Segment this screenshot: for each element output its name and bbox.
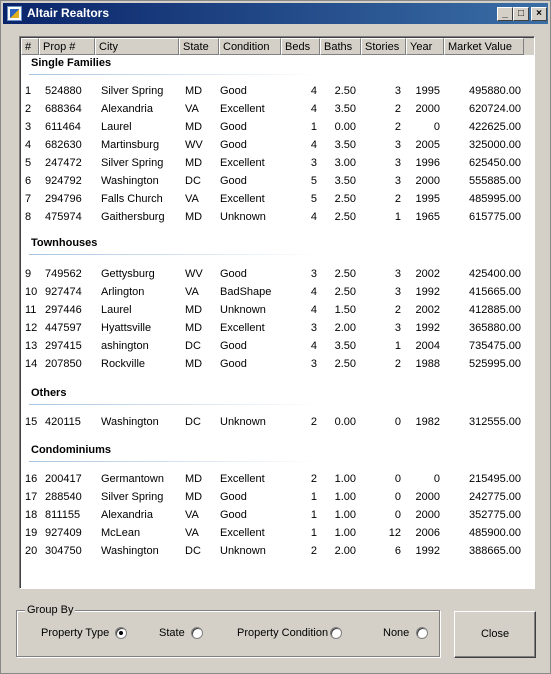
table-row[interactable] (21, 488, 535, 506)
cell-stories: 1 (394, 211, 401, 223)
cell-beds: 2 (310, 473, 317, 485)
cell-condition: Unknown (220, 211, 266, 223)
cell-baths: 1.00 (334, 527, 356, 539)
cell-condition: Excellent (220, 527, 265, 539)
group-divider (29, 461, 319, 462)
cell-number: 3 (25, 121, 32, 133)
cell-number: 9 (25, 268, 32, 280)
cell-number: 12 (25, 322, 38, 334)
cell-condition: Excellent (220, 193, 265, 205)
column-header-market-value[interactable]: Market Value (444, 38, 524, 55)
cell-number: 1 (25, 85, 32, 97)
cell-number: 16 (25, 473, 38, 485)
cell-city: Alexandria (101, 509, 153, 521)
cell-city: Silver Spring (101, 85, 164, 97)
cell-number: 20 (25, 545, 38, 557)
column-header-row (21, 38, 535, 55)
cell-market-value: 495880.00 (469, 85, 521, 97)
column-header-condition[interactable]: Condition (219, 38, 281, 55)
cell-baths: 0.00 (334, 121, 356, 133)
column-header-state[interactable]: State (179, 38, 219, 55)
table-row[interactable] (21, 319, 535, 337)
table-row[interactable] (21, 524, 535, 542)
cell-stories: 3 (394, 175, 401, 187)
cell-condition: Good (220, 85, 247, 97)
cell-market-value: 215495.00 (469, 473, 521, 485)
cell-beds: 4 (310, 139, 317, 151)
table-row[interactable] (21, 265, 535, 283)
cell-state: VA (185, 193, 199, 205)
cell-year: 1992 (415, 286, 440, 298)
cell-condition: Good (220, 121, 247, 133)
cell-city: Laurel (101, 121, 132, 133)
cell-beds: 1 (310, 509, 317, 521)
cell-stories: 2 (394, 358, 401, 370)
cell-city: Washington (101, 416, 159, 428)
cell-stories: 3 (394, 322, 401, 334)
cell-prop-number: 200417 (45, 473, 82, 485)
group-divider (29, 404, 319, 405)
cell-condition: Good (220, 340, 247, 352)
cell-baths: 3.50 (334, 103, 356, 115)
cell-prop-number: 297415 (45, 340, 82, 352)
cell-city: Laurel (101, 304, 132, 316)
cell-state: MD (185, 85, 203, 97)
cell-stories: 3 (394, 268, 401, 280)
window-title: Altair Realtors (27, 6, 110, 20)
cell-beds: 3 (310, 322, 317, 334)
cell-condition: Excellent (220, 473, 265, 485)
cell-beds: 4 (310, 286, 317, 298)
table-row[interactable] (21, 283, 535, 301)
table-row[interactable] (21, 100, 535, 118)
cell-stories: 3 (394, 157, 401, 169)
cell-beds: 3 (310, 358, 317, 370)
cell-number: 11 (25, 304, 37, 316)
cell-city: Falls Church (101, 193, 163, 205)
cell-year: 1995 (415, 193, 440, 205)
cell-stories: 2 (394, 103, 401, 115)
table-row[interactable] (21, 172, 535, 190)
cell-prop-number: 924792 (45, 175, 82, 187)
radio-label-property-type[interactable]: Property Type (41, 627, 110, 639)
cell-market-value: 312555.00 (469, 416, 521, 428)
cell-number: 4 (25, 139, 32, 151)
radio-label-state[interactable]: State (159, 627, 185, 639)
cell-beds: 2 (310, 416, 317, 428)
cell-state: WV (185, 268, 203, 280)
table-row[interactable] (21, 154, 535, 172)
cell-state: VA (185, 286, 199, 298)
cell-state: VA (185, 103, 199, 115)
column-header-number[interactable]: # (21, 38, 39, 55)
cell-stories: 2 (394, 304, 401, 316)
cell-beds: 5 (310, 175, 317, 187)
cell-stories: 0 (394, 473, 401, 485)
cell-market-value: 325000.00 (469, 139, 521, 151)
cell-year: 1982 (415, 416, 440, 428)
cell-city: Silver Spring (101, 491, 164, 503)
cell-stories: 3 (394, 139, 401, 151)
cell-number: 13 (25, 340, 38, 352)
cell-market-value: 625450.00 (469, 157, 521, 169)
cell-year: 1965 (415, 211, 440, 223)
close-window-button[interactable]: × (531, 7, 547, 21)
cell-market-value: 352775.00 (469, 509, 521, 521)
cell-market-value: 388665.00 (469, 545, 521, 557)
cell-beds: 3 (310, 157, 317, 169)
radio-none[interactable] (416, 627, 428, 639)
radio-label-none[interactable]: None (383, 627, 410, 639)
cell-city: ashington (101, 340, 149, 352)
cell-prop-number: 682630 (45, 139, 82, 151)
table-row[interactable] (21, 208, 535, 226)
cell-stories: 0 (394, 491, 401, 503)
cell-market-value: 615775.00 (469, 211, 521, 223)
cell-baths: 1.00 (334, 473, 356, 485)
cell-city: Germantown (101, 473, 164, 485)
cell-state: MD (185, 322, 203, 334)
table-row[interactable] (21, 118, 535, 136)
cell-beds: 3 (310, 268, 317, 280)
column-header-city[interactable]: City (95, 38, 179, 55)
cell-year: 2004 (415, 340, 440, 352)
group-divider (29, 74, 319, 75)
group-divider (29, 254, 319, 255)
cell-year: 2005 (415, 139, 440, 151)
cell-baths: 0.00 (334, 416, 356, 428)
cell-condition: Unknown (220, 545, 266, 557)
cell-stories: 2 (394, 121, 401, 133)
cell-baths: 2.50 (334, 211, 356, 223)
cell-prop-number: 288540 (45, 491, 82, 503)
cell-number: 18 (25, 509, 38, 521)
cell-condition: Unknown (220, 304, 266, 316)
cell-stories: 6 (394, 545, 401, 557)
cell-prop-number: 927409 (45, 527, 82, 539)
cell-prop-number: 927474 (45, 286, 82, 298)
cell-market-value: 242775.00 (469, 491, 521, 503)
radio-property-condition[interactable] (330, 627, 342, 639)
cell-state: VA (185, 527, 199, 539)
cell-state: DC (185, 340, 201, 352)
cell-stories: 3 (394, 85, 401, 97)
cell-state: WV (185, 139, 203, 151)
cell-baths: 3.50 (334, 175, 356, 187)
cell-beds: 1 (310, 491, 317, 503)
cell-baths: 3.50 (334, 139, 356, 151)
cell-condition: Excellent (220, 322, 265, 334)
cell-city: Washington (101, 175, 159, 187)
cell-number: 19 (25, 527, 38, 539)
table-row[interactable] (21, 136, 535, 154)
column-header-beds[interactable]: Beds (281, 38, 320, 55)
table-row[interactable] (21, 301, 535, 319)
title-bar[interactable] (3, 3, 548, 24)
cell-prop-number: 475974 (45, 211, 82, 223)
column-header-year[interactable]: Year (406, 38, 444, 55)
cell-stories: 12 (388, 527, 401, 539)
cell-prop-number: 304750 (45, 545, 82, 557)
cell-prop-number: 447597 (45, 322, 82, 334)
cell-market-value: 365880.00 (469, 322, 521, 334)
cell-prop-number: 294796 (45, 193, 82, 205)
cell-year: 1995 (415, 85, 440, 97)
column-header-baths[interactable]: Baths (320, 38, 361, 55)
cell-market-value: 415665.00 (469, 286, 521, 298)
cell-market-value: 555885.00 (469, 175, 521, 187)
cell-market-value: 620724.00 (469, 103, 521, 115)
cell-baths: 2.50 (334, 286, 356, 298)
cell-market-value: 425400.00 (469, 268, 521, 280)
cell-state: MD (185, 121, 203, 133)
cell-state: MD (185, 211, 203, 223)
cell-stories: 1 (394, 340, 401, 352)
cell-city: Rockville (101, 358, 146, 370)
cell-baths: 3.00 (334, 157, 356, 169)
cell-stories: 0 (394, 509, 401, 521)
properties-list-view[interactable] (19, 36, 535, 589)
cell-city: Arlington (101, 286, 145, 298)
cell-baths: 2.00 (334, 545, 356, 557)
cell-state: MD (185, 473, 203, 485)
cell-condition: Excellent (220, 103, 265, 115)
cell-market-value: 412885.00 (469, 304, 521, 316)
cell-state: DC (185, 416, 201, 428)
cell-market-value: 735475.00 (469, 340, 521, 352)
cell-market-value: 525995.00 (469, 358, 521, 370)
cell-city: Alexandria (101, 103, 153, 115)
cell-city: Hyattsville (101, 322, 152, 334)
cell-number: 8 (25, 211, 32, 223)
column-header-stories[interactable]: Stories (361, 38, 406, 55)
cell-city: Martinsburg (101, 139, 160, 151)
cell-baths: 2.50 (334, 358, 356, 370)
cell-beds: 4 (310, 211, 317, 223)
cell-prop-number: 207850 (45, 358, 82, 370)
cell-market-value: 485900.00 (469, 527, 521, 539)
cell-year: 1996 (415, 157, 440, 169)
cell-state: MD (185, 358, 203, 370)
cell-city: Gettysburg (101, 268, 155, 280)
cell-condition: Excellent (220, 157, 265, 169)
group-header[interactable]: Single Families (31, 57, 112, 69)
group-header[interactable]: Townhouses (31, 237, 98, 249)
cell-stories: 0 (394, 416, 401, 428)
cell-prop-number: 749562 (45, 268, 82, 280)
cell-city: Gaithersburg (101, 211, 165, 223)
radio-state[interactable] (191, 627, 203, 639)
radio-property-type[interactable] (115, 627, 127, 639)
cell-number: 2 (25, 103, 32, 115)
table-row[interactable] (21, 82, 535, 100)
maximize-button[interactable]: □ (513, 7, 529, 21)
cell-state: VA (185, 509, 199, 521)
cell-year: 2006 (415, 527, 440, 539)
cell-market-value: 485995.00 (469, 193, 521, 205)
cell-number: 14 (25, 358, 38, 370)
cell-year: 1988 (415, 358, 440, 370)
group-by-title: Group By (27, 604, 74, 616)
cell-prop-number: 420115 (45, 416, 81, 428)
cell-beds: 4 (310, 85, 317, 97)
cell-beds: 4 (310, 103, 317, 115)
cell-baths: 1.50 (334, 304, 356, 316)
table-row[interactable] (21, 470, 535, 488)
table-row[interactable] (21, 413, 535, 431)
cell-condition: Good (220, 175, 247, 187)
cell-city: Washington (101, 545, 159, 557)
cell-condition: Unknown (220, 416, 266, 428)
cell-year: 2002 (415, 304, 440, 316)
table-row[interactable] (21, 506, 535, 524)
cell-beds: 1 (310, 121, 317, 133)
cell-number: 10 (25, 286, 38, 298)
cell-year: 2000 (415, 103, 440, 115)
cell-market-value: 422625.00 (469, 121, 521, 133)
cell-year: 2000 (415, 491, 440, 503)
table-row[interactable] (21, 355, 535, 373)
cell-baths: 2.50 (334, 85, 356, 97)
group-header[interactable]: Others (31, 387, 67, 399)
cell-condition: Good (220, 491, 247, 503)
cell-beds: 4 (310, 304, 317, 316)
cell-year: 0 (433, 473, 440, 485)
radio-label-property-condition[interactable]: Property Condition (237, 627, 329, 639)
cell-prop-number: 688364 (45, 103, 82, 115)
cell-year: 2002 (415, 268, 440, 280)
cell-city: McLean (101, 527, 141, 539)
cell-number: 15 (25, 416, 38, 428)
cell-baths: 1.00 (334, 491, 356, 503)
cell-state: MD (185, 491, 203, 503)
cell-prop-number: 297446 (45, 304, 82, 316)
table-row[interactable] (21, 190, 535, 208)
cell-beds: 5 (310, 193, 317, 205)
cell-prop-number: 247472 (45, 157, 82, 169)
cell-number: 5 (25, 157, 32, 169)
close-button[interactable]: Close (454, 611, 536, 658)
app-icon[interactable] (7, 6, 22, 21)
cell-baths: 3.50 (334, 340, 356, 352)
cell-stories: 3 (394, 286, 401, 298)
cell-condition: BadShape (220, 286, 272, 298)
cell-beds: 2 (310, 545, 317, 557)
cell-condition: Good (220, 509, 247, 521)
cell-baths: 2.00 (334, 322, 356, 334)
cell-condition: Good (220, 358, 247, 370)
cell-prop-number: 524880 (45, 85, 82, 97)
cell-year: 1992 (415, 545, 440, 557)
cell-prop-number: 811155 (45, 509, 81, 521)
cell-prop-number: 611464 (45, 121, 81, 133)
cell-number: 6 (25, 175, 32, 187)
column-header-prop-number[interactable]: Prop # (39, 38, 95, 55)
cell-condition: Good (220, 139, 247, 151)
cell-stories: 2 (394, 193, 401, 205)
cell-condition: Good (220, 268, 247, 280)
minimize-button[interactable]: _ (497, 7, 513, 21)
cell-city: Silver Spring (101, 157, 164, 169)
cell-baths: 2.50 (334, 268, 356, 280)
cell-beds: 1 (310, 527, 317, 539)
cell-year: 1992 (415, 322, 440, 334)
cell-state: MD (185, 304, 203, 316)
cell-beds: 4 (310, 340, 317, 352)
table-row[interactable] (21, 542, 535, 560)
group-header[interactable]: Condominiums (31, 444, 112, 456)
cell-state: DC (185, 175, 201, 187)
cell-number: 7 (25, 193, 32, 205)
cell-state: MD (185, 157, 203, 169)
cell-year: 0 (433, 121, 440, 133)
table-row[interactable] (21, 337, 535, 355)
cell-number: 17 (25, 491, 38, 503)
cell-baths: 1.00 (334, 509, 356, 521)
cell-state: DC (185, 545, 201, 557)
cell-year: 2000 (415, 175, 440, 187)
cell-year: 2000 (415, 509, 440, 521)
cell-baths: 2.50 (334, 193, 356, 205)
